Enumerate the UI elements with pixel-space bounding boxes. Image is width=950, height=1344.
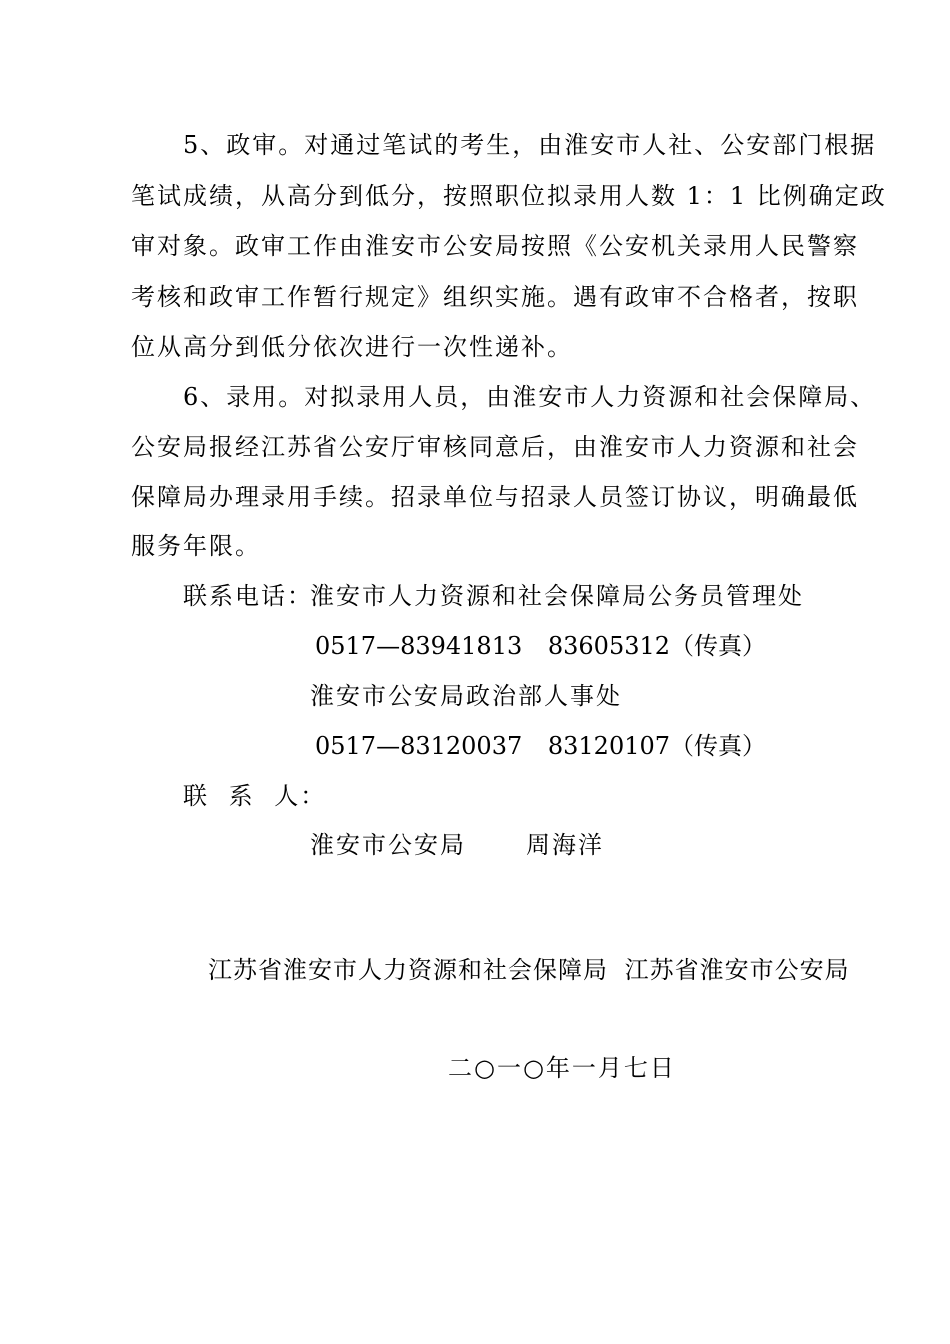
- contact-org2: 淮安市公安局政治部人事处: [310, 682, 622, 710]
- contact-org2-phone: 0517—83120037 83120107（传真）: [315, 732, 767, 760]
- contact-person-name: 周海洋: [526, 831, 604, 859]
- contact-org1: 淮安市人力资源和社会保障局公务员管理处: [310, 582, 804, 610]
- item5-line-2: 笔试成绩，从高分到低分，按照职位拟录用人数 1：1 比例确定政: [131, 182, 887, 210]
- issuing-organizations: 江苏省淮安市人力资源和社会保障局 江苏省淮安市公安局: [208, 956, 850, 984]
- item6-line-1: 6、录用。对拟录用人员，由淮安市人力资源和社会保障局、: [183, 383, 877, 411]
- contact-org1-phone: 0517—83941813 83605312（传真）: [315, 632, 767, 660]
- item6-line-2: 公安局报经江苏省公安厅审核同意后，由淮安市人力资源和社会: [131, 433, 859, 461]
- contact-phone-label: 联系电话：: [183, 582, 313, 610]
- issue-date: 二○一○年一月七日: [448, 1054, 676, 1082]
- item5-line-1: 5、政审。对通过笔试的考生，由淮安市人社、公安部门根据: [183, 131, 877, 159]
- item5-line-4: 考核和政审工作暂行规定》组织实施。遇有政审不合格者，按职: [131, 283, 859, 311]
- item5-line-3: 审对象。政审工作由淮安市公安局按照《公安机关录用人民警察: [131, 232, 859, 260]
- contact-person-label: 联 系 人：: [183, 782, 327, 810]
- item6-line-3: 保障局办理录用手续。招录单位与招录人员签订协议，明确最低: [131, 483, 859, 511]
- item5-line-5: 位从高分到低分依次进行一次性递补。: [131, 333, 573, 361]
- item6-line-4: 服务年限。: [131, 532, 261, 560]
- contact-person-org: 淮安市公安局: [310, 831, 466, 859]
